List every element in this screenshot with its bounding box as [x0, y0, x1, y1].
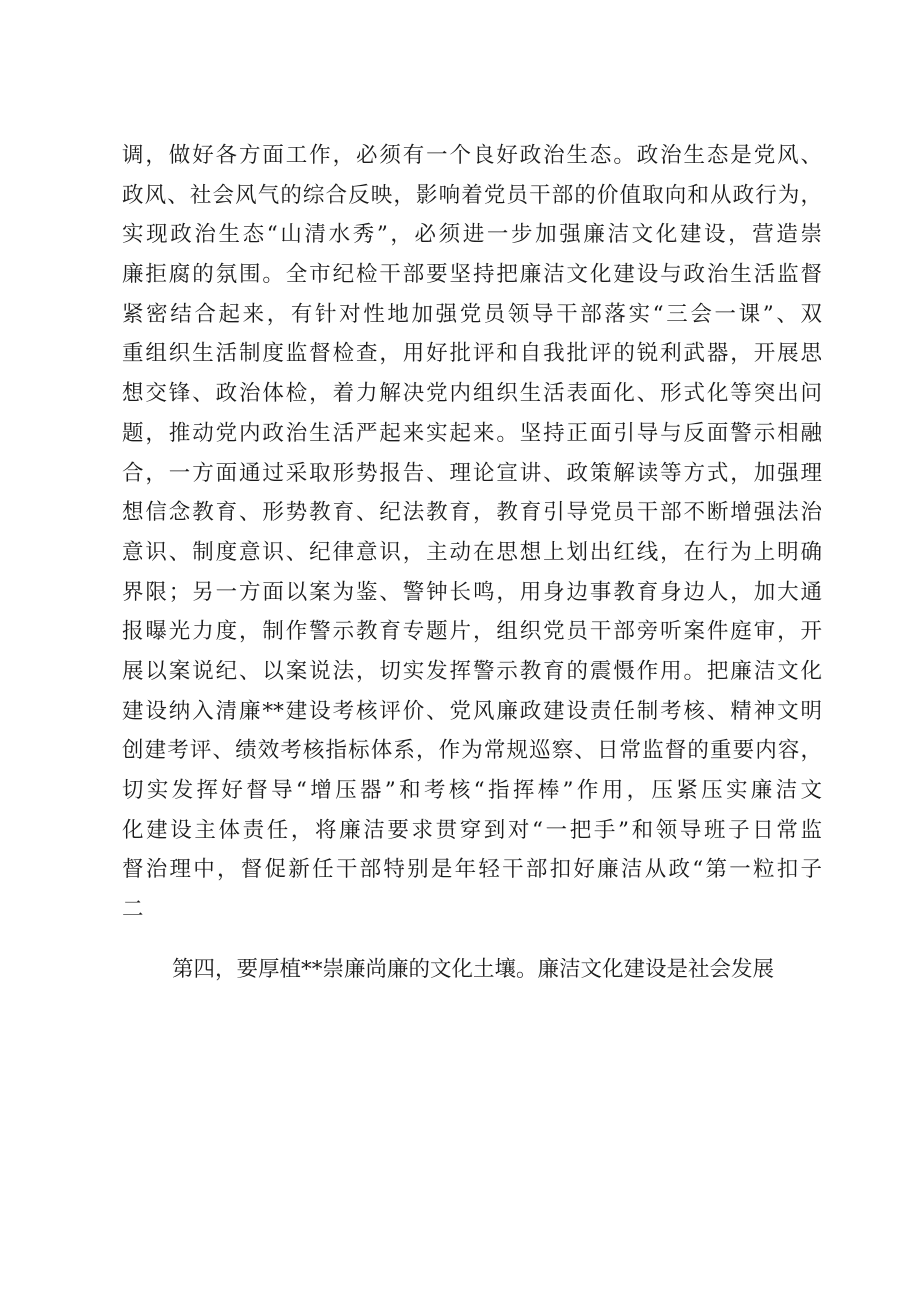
text-line: 题，推动党内政治生活严起来实起来。坚持正面引导与反面警示相融	[122, 420, 822, 446]
paragraph-1	[122, 136, 822, 930]
paragraph-gap	[122, 930, 822, 950]
text-line: 化建设主体责任，将廉洁要求贯穿到对“一把手”和领导班子日常监	[122, 817, 822, 843]
text-line: 合，一方面通过采取形势报告、理论宣讲、政策解读等方式，加强理	[122, 460, 822, 486]
document-body	[122, 136, 822, 989]
text-line: 建设纳入清廉**建设考核评价、党风廉政建设责任制考核、精神文明	[122, 698, 822, 724]
text-line: 廉拒腐的氛围。全市纪检干部要坚持把廉洁文化建设与政治生活监督	[122, 262, 822, 288]
text-line: 意识、制度意识、纪律意识，主动在思想上划出红线，在行为上明确	[122, 539, 822, 565]
paragraph-2	[122, 950, 822, 990]
text-line: 报曝光力度，制作警示教育专题片，组织党员干部旁听案件庭审，开	[122, 619, 822, 645]
text-line: 想交锋、政治体检，着力解决党内组织生活表面化、形式化等突出问	[122, 381, 822, 407]
text-line: 实现政治生态“山清水秀”，必须进一步加强廉洁文化建设，营造崇	[122, 222, 822, 248]
text-line: 重组织生活制度监督检查，用好批评和自我批评的锐利武器，开展思	[122, 341, 822, 367]
text-line: 界限；另一方面以案为鉴、警钟长鸣，用身边事教育身边人，加大通	[122, 579, 822, 605]
text-line: 督治理中，督促新任干部特别是年轻干部扣好廉洁从政“第一粒扣子	[122, 857, 822, 883]
text-line: 展以案说纪、以案说法，切实发挥警示教育的震慑作用。把廉洁文化	[122, 658, 822, 684]
text-line: 想信念教育、形势教育、纪法教育，教育引导党员干部不断增强法治	[122, 500, 822, 526]
text-line: 创建考评、绩效考核指标体系，作为常规巡察、日常监督的重要内容，	[122, 738, 822, 764]
text-line: 政风、社会风气的综合反映，影响着党员干部的价值取向和从政行为，	[122, 182, 822, 208]
text-line: 切实发挥好督导“增压器”和考核“指挥棒”作用，压紧压实廉洁文	[122, 778, 822, 803]
text-line: 第四，要厚植**崇廉尚廉的文化土壤。廉洁文化建设是社会发展	[172, 956, 775, 982]
text-line: 紧密结合起来，有针对性地加强党员领导干部落实“三会一课”、双	[122, 301, 822, 327]
text-line: 调，做好各方面工作，必须有一个良好政治生态。政治生态是党风、	[122, 143, 822, 168]
text-line: 二	[122, 897, 144, 923]
